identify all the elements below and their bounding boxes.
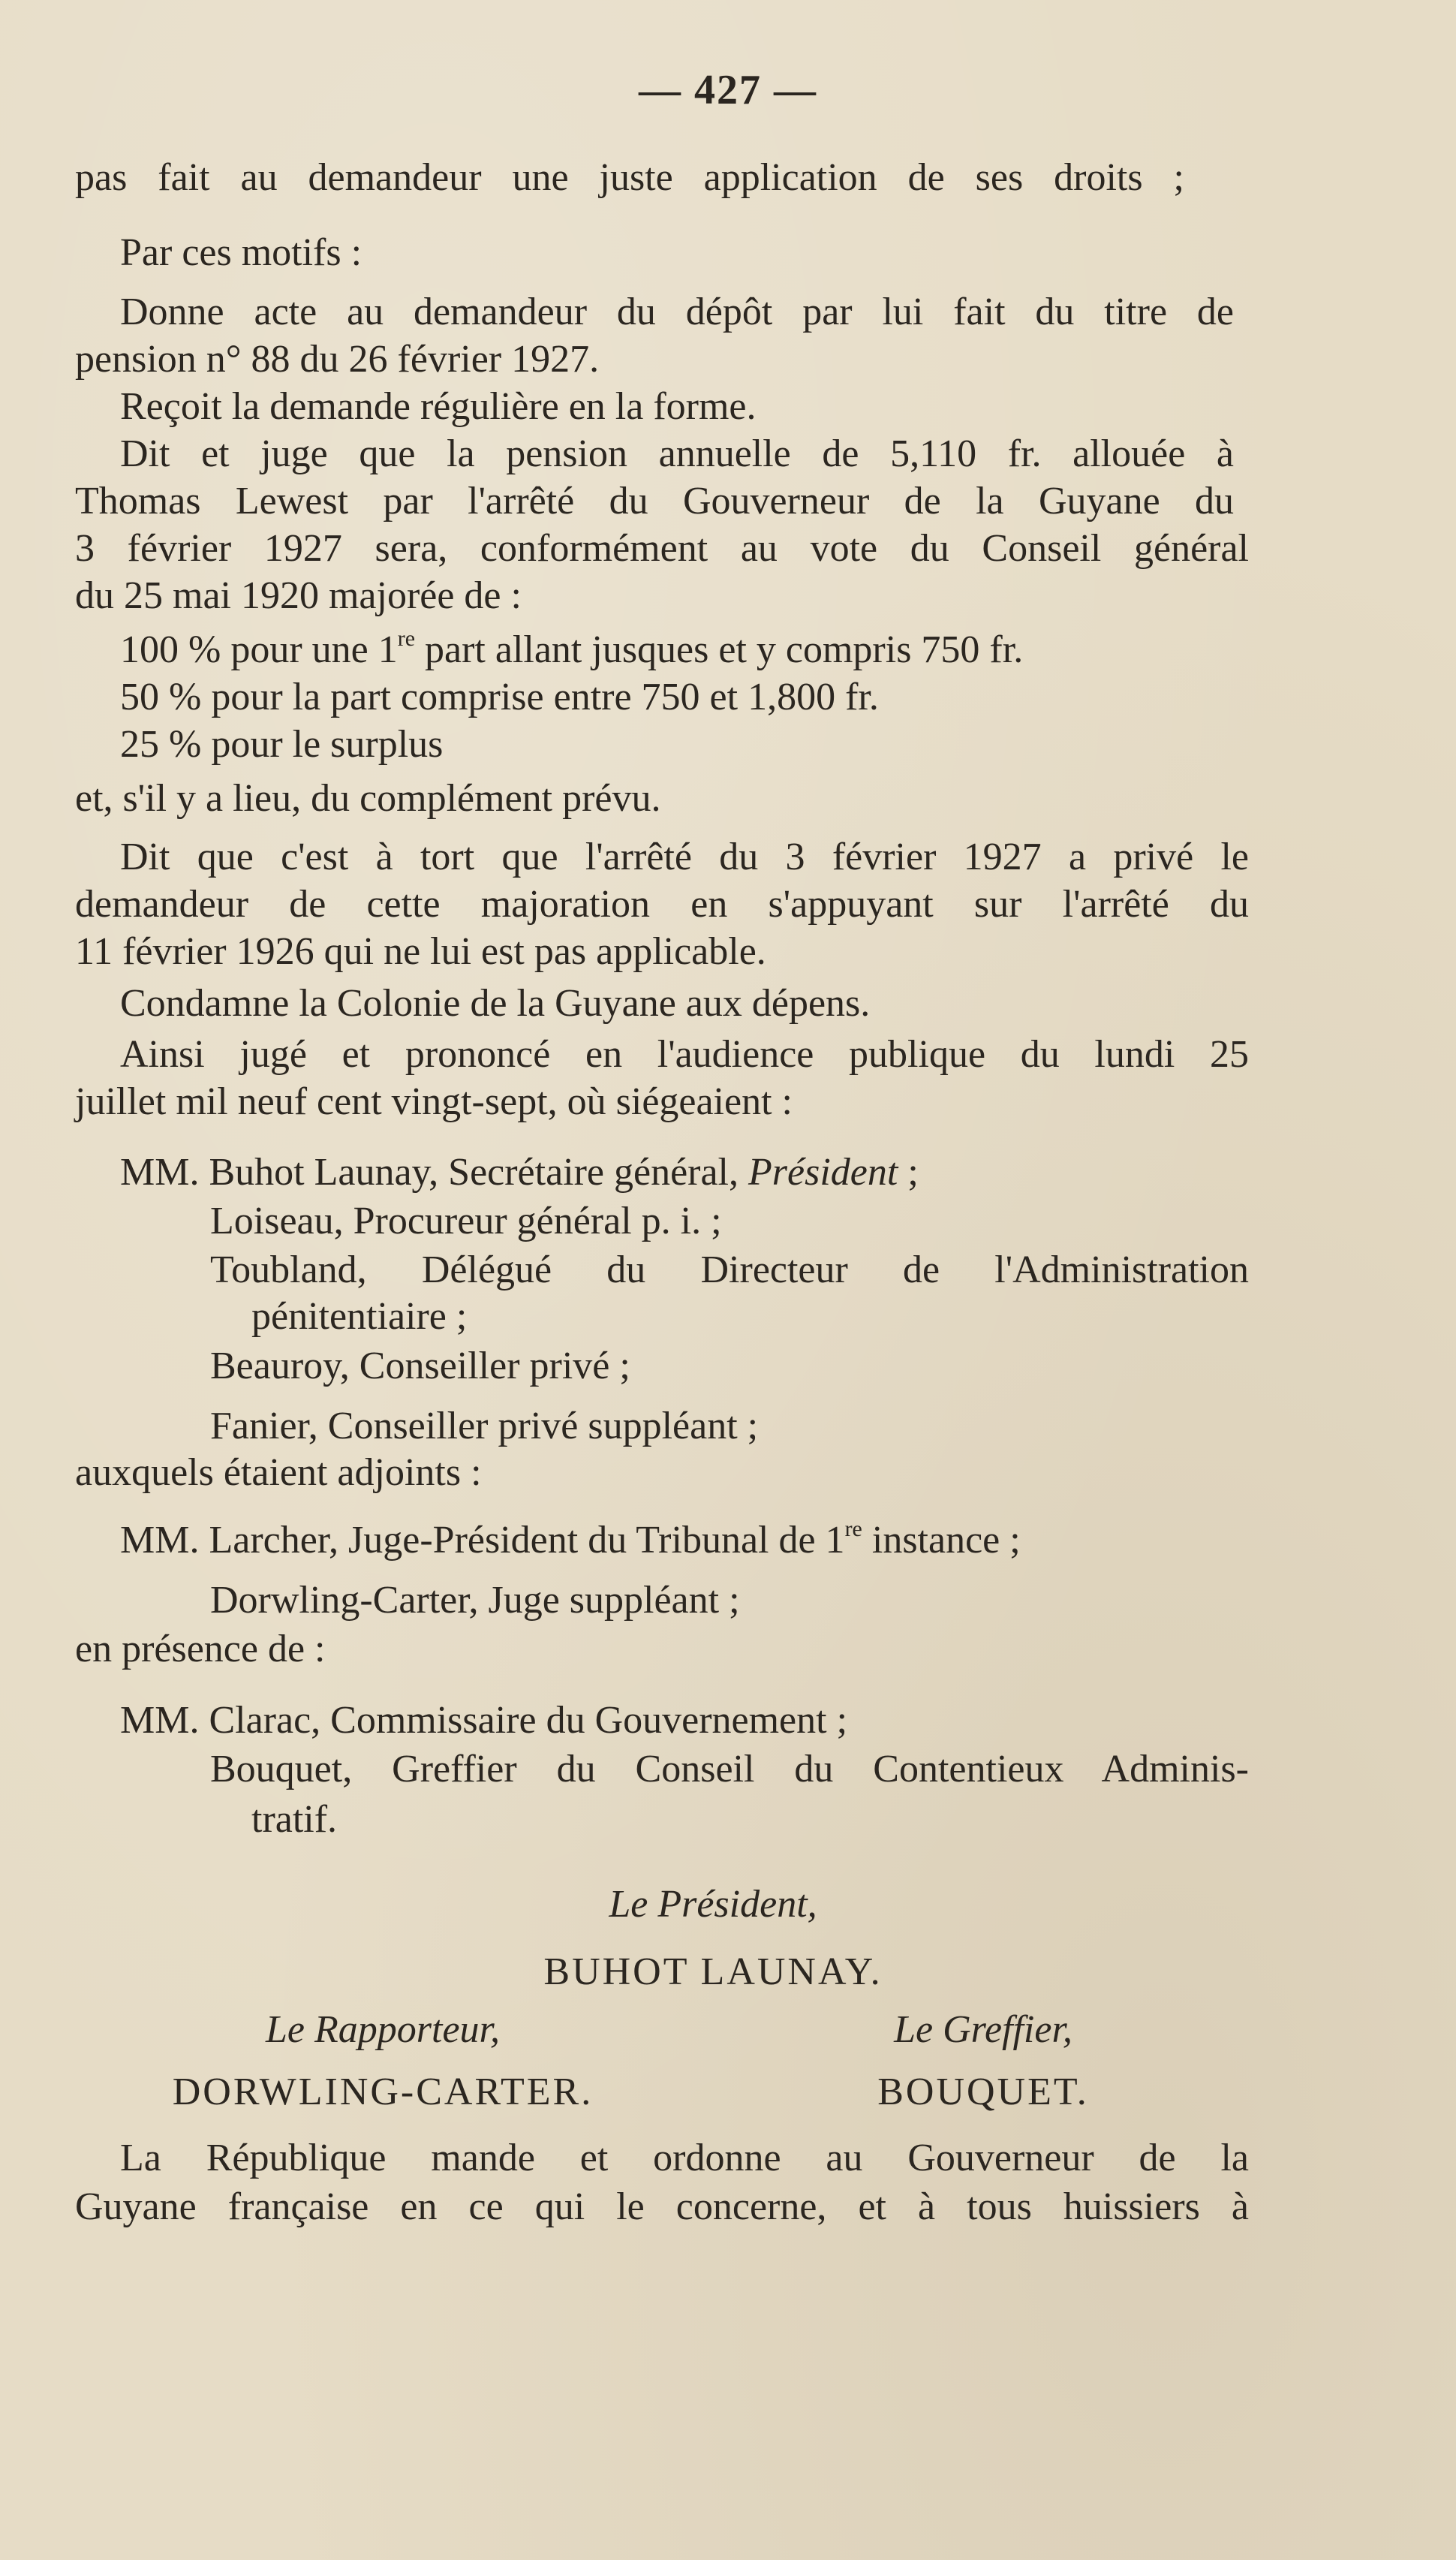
page-number: — 427 — — [639, 67, 817, 113]
text-line: Dit et juge que la pension annuelle de 5,110 fr. allouée à — [120, 432, 1234, 475]
text-line: auxquels étaient adjoints : — [75, 1451, 482, 1494]
text-fragment: part allant jusques et y compris 750 fr. — [415, 628, 1024, 671]
text-line: tratif. — [251, 1798, 338, 1841]
greffier-title: Le Greffier, — [894, 2008, 1072, 2051]
superscript: re — [397, 626, 416, 651]
text-line: demandeur de cette majoration en s'appuyant sur l'arrêté du — [75, 883, 1249, 926]
text-line: Reçoit la demande régulière en la forme. — [120, 385, 757, 428]
text-line: Toubland, Délégué du Directeur de l'Administration — [210, 1248, 1249, 1291]
text-line: 25 % pour le surplus — [120, 723, 444, 766]
text-line: Loiseau, Procureur général p. i. ; — [210, 1200, 722, 1242]
text-line: Bouquet, Greffier du Conseil du Contentieux Adminis- — [210, 1748, 1249, 1790]
text-line: 3 février 1927 sera, conformément au vote du Conseil général — [75, 527, 1249, 570]
text-fragment: MM. Buhot Launay, Secrétaire général, — [120, 1151, 749, 1194]
text-line: pension n° 88 du 26 février 1927. — [75, 338, 600, 381]
text-line: du 25 mai 1920 majorée de : — [75, 574, 522, 617]
text-line: Dit que c'est à tort que l'arrêté du 3 février 1927 a privé le — [120, 836, 1249, 878]
text-line: pas fait au demandeur une juste application de ses droits ; — [75, 156, 1184, 199]
text-line: Condamne la Colonie de la Guyane aux dépens. — [120, 982, 871, 1025]
text-fragment: 100 % pour une 1 — [120, 628, 398, 671]
text-line: 50 % pour la part comprise entre 750 et 1,800 fr. — [120, 676, 879, 718]
text-line — [120, 1149, 919, 1197]
text-line: La République mande et ordonne au Gouverneur de la — [120, 2137, 1249, 2179]
text-line: en présence de : — [75, 1628, 326, 1670]
text-line: Guyane française en ce qui le concerne, et à tous huissiers à — [75, 2185, 1249, 2228]
text-line: Fanier, Conseiller privé suppléant ; — [210, 1405, 759, 1447]
text-line: juillet mil neuf cent vingt-sept, où siégeaient : — [75, 1080, 793, 1123]
text-line: Ainsi jugé et prononcé en l'audience publique du lundi 25 — [120, 1033, 1249, 1076]
italic-title: Président — [748, 1151, 898, 1194]
text-line: Dorwling-Carter, Juge suppléant ; — [210, 1579, 740, 1622]
president-name: BUHOT LAUNAY. — [543, 1950, 883, 1993]
text-line: et, s'il y a lieu, du complément prévu. — [75, 777, 661, 820]
text-line: Beauroy, Conseiller privé ; — [210, 1345, 630, 1387]
text-line: MM. Clarac, Commissaire du Gouvernement ; — [120, 1699, 848, 1742]
text-line: Thomas Lewest par l'arrêté du Gouverneur de la Guyane du — [75, 480, 1234, 523]
text-line: Par ces motifs : — [120, 231, 362, 274]
text-fragment: ; — [898, 1151, 919, 1194]
text-line: pénitentiaire ; — [251, 1295, 468, 1338]
text-line — [120, 1516, 1021, 1565]
text-line: Donne acte au demandeur du dépôt par lui fait du titre de — [120, 291, 1234, 333]
rapporteur-name: DORWLING-CARTER. — [172, 2071, 594, 2113]
rapporteur-title: Le Rapporteur, — [266, 2008, 500, 2051]
text-line — [120, 626, 1023, 674]
superscript: re — [844, 1516, 862, 1541]
greffier-name: BOUQUET. — [877, 2071, 1089, 2113]
text-line: 11 février 1926 qui ne lui est pas applicable. — [75, 930, 766, 973]
text-fragment: MM. Larcher, Juge-Président du Tribunal de 1 — [120, 1519, 845, 1562]
president-title: Le Président, — [609, 1883, 817, 1926]
text-fragment: instance ; — [862, 1519, 1021, 1562]
